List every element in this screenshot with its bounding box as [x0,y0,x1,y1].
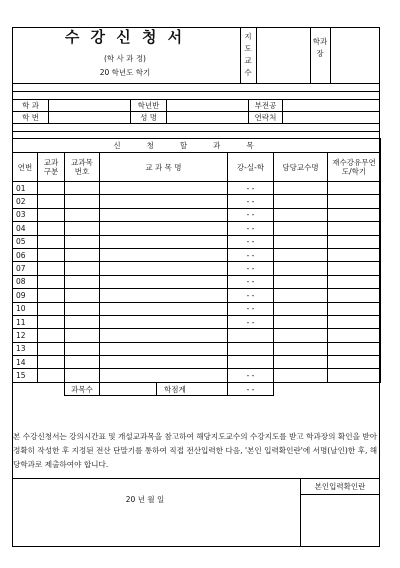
table-row [13,356,381,369]
category-cell[interactable] [38,222,65,235]
table-row [13,342,381,355]
professor-cell[interactable] [274,356,328,369]
col-retake-label: 재수강유무연도/학기 [332,158,376,176]
credits-cell[interactable] [228,342,274,355]
course-name-cell[interactable] [100,289,228,302]
table-row [13,289,381,302]
table-row [13,208,381,221]
row-no: 13 [13,342,38,355]
professor-cell[interactable] [274,222,328,235]
professor-cell[interactable] [274,289,328,302]
course-name-cell[interactable] [100,369,228,382]
table-row [13,302,381,315]
confirm-label: 본인입력확인란 [314,482,366,491]
year-term-line: 20 학년도 학기 [99,68,151,77]
name-field[interactable] [167,112,247,122]
footer-empty [274,382,381,395]
student-id-label: 학 번 [22,113,39,122]
table-row [13,195,381,208]
category-cell[interactable] [38,208,65,221]
section-title: 신청할과목 [13,139,381,153]
course-name-cell[interactable] [100,235,228,248]
course-code-cell[interactable] [65,302,100,315]
course-code-cell[interactable] [65,235,100,248]
row-no: 12 [13,329,38,342]
grade-label: 학년반 [137,101,160,110]
retake-cell[interactable] [328,222,381,235]
course-code-cell[interactable] [65,369,100,382]
table-row [13,222,381,235]
name-label: 성 명 [140,113,157,122]
chair-signature-box[interactable] [331,28,379,82]
credits-cell[interactable] [228,329,274,342]
course-code-cell[interactable] [65,289,100,302]
contact-label: 연락처 [254,113,277,122]
retake-cell[interactable] [328,182,381,195]
course-name-cell[interactable] [100,302,228,315]
advisor-signature-box[interactable] [257,28,309,82]
course-name-cell[interactable] [100,275,228,288]
date-line: 20 년 월 일 [125,495,165,504]
row-no: 06 [13,248,38,261]
student-id-field[interactable] [49,112,129,122]
professor-cell[interactable] [274,315,328,328]
course-code-cell[interactable] [65,275,100,288]
col-retake [328,153,381,182]
category-cell[interactable] [38,195,65,208]
professor-cell[interactable] [274,329,328,342]
category-cell[interactable] [38,182,65,195]
category-cell[interactable] [38,289,65,302]
course-name-cell[interactable] [100,315,228,328]
credits-cell[interactable]: - - [228,369,274,382]
credits-cell[interactable]: - - [228,208,274,221]
course-code-cell[interactable] [65,222,100,235]
professor-cell[interactable] [274,342,328,355]
course-count-label: 과목수 [65,382,100,395]
credits-cell[interactable]: - - [228,275,274,288]
course-table [12,138,381,396]
course-name-cell[interactable] [100,248,228,261]
row-no: 10 [13,302,38,315]
dept-field[interactable] [49,100,129,110]
total-credits-label: 학점계 [164,384,186,394]
retake-cell[interactable] [328,195,381,208]
retake-cell[interactable] [328,248,381,261]
col-course-name: 교 과 목 명 [100,153,228,182]
divider [12,123,380,124]
professor-cell[interactable] [274,302,328,315]
course-name-cell[interactable] [100,262,228,275]
credits-cell[interactable]: - - [228,302,274,315]
course-name-cell[interactable] [100,208,228,221]
divider [240,27,241,83]
divider [12,83,380,84]
category-cell[interactable] [38,342,65,355]
course-code-cell[interactable] [65,356,100,369]
grade-field[interactable] [167,100,247,110]
table-footer-row [13,382,381,395]
course-code-cell[interactable] [65,182,100,195]
row-no: 03 [13,208,38,221]
col-credits: 강-실-학 [228,153,274,182]
col-professor: 담당교수명 [274,153,328,182]
credits-cell[interactable]: - - [228,235,274,248]
course-code-cell[interactable] [65,315,100,328]
col-category [38,153,65,182]
professor-cell[interactable] [274,262,328,275]
table-row [13,315,381,328]
footer-inner-divider [156,383,157,395]
table-row [13,329,381,342]
credits-cell[interactable] [228,356,274,369]
form-subtitle: (학 사 과 정) [104,54,146,63]
retake-cell[interactable] [328,262,381,275]
table-row [13,235,381,248]
course-code-cell[interactable] [65,262,100,275]
row-no: 07 [13,262,38,275]
course-name-cell[interactable] [100,329,228,342]
professor-cell[interactable] [274,182,328,195]
professor-cell[interactable] [274,248,328,261]
course-count-field[interactable] [100,382,228,395]
retake-cell[interactable] [328,208,381,221]
minor-label: 부전공 [254,101,277,110]
credits-cell[interactable]: - - [228,182,274,195]
retake-cell[interactable] [328,302,381,315]
footer-empty [13,382,65,395]
credits-cell[interactable]: - - [228,262,274,275]
row-no: 02 [13,195,38,208]
col-course-code-label: 교과목번호 [71,158,93,176]
notice-text: 본 수강신청서는 강의시간표 및 개설교과목을 참고하여 해당지도교수의 수강지도를 받고 학과장의 확인을 받아 정확히 작성한 후 지정된 전산 단말기를 통하여 직접 전산입력한 다음, '본인 입력확인란'에 서명(날인)한 후, 해당학과로 제출하여야 합니다. [13,432,378,469]
professor-cell[interactable] [274,208,328,221]
row-no: 09 [13,289,38,302]
table-row [13,275,381,288]
professor-cell[interactable] [274,369,328,382]
row-no: 01 [13,182,38,195]
professor-cell[interactable] [274,195,328,208]
category-cell[interactable] [38,262,65,275]
col-no: 연번 [13,153,38,182]
row-no: 11 [13,315,38,328]
course-name-cell[interactable] [100,195,228,208]
course-code-cell[interactable] [65,248,100,261]
advisor-label: 지도교수 [244,32,252,77]
course-code-cell[interactable] [65,195,100,208]
row-no: 04 [13,222,38,235]
retake-cell[interactable] [328,289,381,302]
divider [12,478,380,479]
chair-label: 학과장 [312,37,328,58]
course-name-cell[interactable] [100,356,228,369]
table-row [13,262,381,275]
retake-cell[interactable] [328,329,381,342]
retake-cell[interactable] [328,315,381,328]
credits-cell[interactable]: - - [228,195,274,208]
category-cell[interactable] [38,329,65,342]
col-category-label: 교과구분 [43,158,59,176]
course-name-cell[interactable] [100,342,228,355]
credits-cell[interactable]: - - [228,248,274,261]
table-row [13,248,381,261]
contact-field[interactable] [283,112,379,122]
course-code-cell[interactable] [65,329,100,342]
table-row [13,369,381,382]
minor-field[interactable] [283,100,379,110]
category-cell[interactable] [38,369,65,382]
professor-cell[interactable] [274,275,328,288]
table-row [13,182,381,195]
retake-cell[interactable] [328,275,381,288]
course-name-cell[interactable] [100,182,228,195]
row-no: 08 [13,275,38,288]
credits-cell[interactable]: - - [228,289,274,302]
professor-cell[interactable] [274,235,328,248]
category-cell[interactable] [38,235,65,248]
row-no: 14 [13,356,38,369]
retake-cell[interactable] [328,356,381,369]
retake-cell[interactable] [328,342,381,355]
category-cell[interactable] [38,302,65,315]
category-cell[interactable] [38,356,65,369]
row-no: 15 [13,369,38,382]
divider [12,91,380,92]
category-cell[interactable] [38,275,65,288]
retake-cell[interactable] [328,369,381,382]
retake-cell[interactable] [328,235,381,248]
col-course-code [65,153,100,182]
course-code-cell[interactable] [65,208,100,221]
credits-cell[interactable]: - - [228,315,274,328]
category-cell[interactable] [38,315,65,328]
confirm-signature-box[interactable] [301,495,379,546]
credits-cell[interactable]: - - [228,222,274,235]
course-name-cell[interactable] [100,222,228,235]
divider [12,131,380,132]
dept-label: 학 과 [22,101,39,110]
total-credits-value[interactable]: - - [228,382,274,395]
form-title: 수 강 신 청 서 [64,28,186,46]
divider [310,27,311,83]
course-code-cell[interactable] [65,342,100,355]
row-no: 05 [13,235,38,248]
category-cell[interactable] [38,248,65,261]
